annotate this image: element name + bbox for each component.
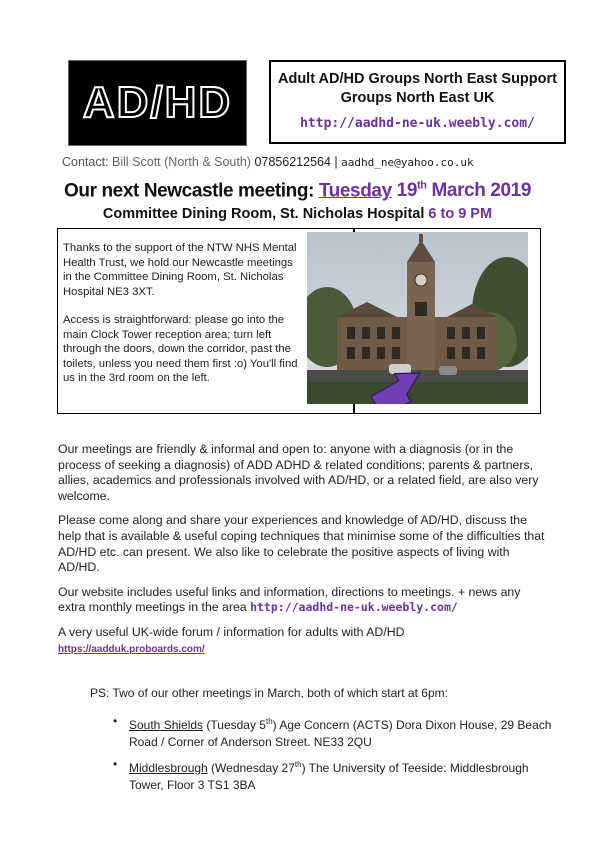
header-website-link[interactable]: http://aadhd-ne-uk.weebly.com/ (300, 116, 535, 131)
meeting-date: (Tuesday 5 (203, 718, 266, 732)
headline-date-sup: th (417, 180, 427, 192)
meeting-date-sup: th (265, 717, 273, 726)
contact-name: Bill Scott (North & South) (112, 155, 251, 169)
adhd-logo (68, 60, 247, 146)
headline-prefix: Our next Newcastle meeting: (64, 180, 319, 202)
meeting-place: Middlesbrough (129, 761, 208, 775)
meeting-headline (0, 180, 595, 202)
meeting-address: ) The University of Teeside: Middlesbrough Tower, Floor 3 TS1 3BA (129, 761, 529, 792)
bullet-icon: • (113, 714, 118, 728)
other-meetings-list (113, 713, 553, 799)
headline-date-rest: March 2019 (426, 180, 531, 202)
meeting-venue (0, 206, 595, 222)
meeting-date-sup: th (294, 760, 302, 769)
list-item (113, 756, 553, 794)
contact-label: Contact: (62, 155, 113, 169)
header-box (269, 60, 566, 144)
list-item (113, 713, 553, 751)
venue-place: Committee Dining Room, St. Nicholas Hospital (102, 206, 429, 222)
meeting-date: (Wednesday 27 (207, 761, 295, 775)
logo-text: AD/HD (82, 78, 233, 127)
headline-date (392, 180, 531, 201)
body-para1: Our meetings are friendly & informal and open to: anyone with a diagnosis (or in the process of seeking a diagnosis) of ADD ADHD & related conditions; parents & partners, allies, academics and professionals involved with AD/HD, or a related field, are also very welcome. (58, 442, 539, 503)
body-para3-text: Our website includes useful links and information, directions to meetings. + news any extra monthly meetings in the area (58, 584, 521, 615)
forum-link[interactable]: https://aadduk.proboards.com/ (58, 643, 205, 655)
body-para4-text: A very useful UK-wide forum / information for adults with AD/HD (58, 624, 405, 639)
header-title-line1: Adult AD/HD Groups North East Support (278, 71, 557, 87)
venue-info-para2: Access is straightforward: please go into the main Clock Tower reception area; turn left through the doors, down the corridor, past the toilets, unless you need them first :o) You'll find us in the 3rd room on the left. (63, 314, 298, 384)
header-title (271, 70, 564, 108)
hospital-photo (307, 232, 528, 404)
meeting-place: South Shields (129, 718, 204, 732)
venue-time: 6 to 9 PM (428, 206, 493, 222)
contact-email[interactable]: aadhd_ne@yahoo.co.uk (341, 156, 474, 169)
venue-info-para1: Thanks to the support of the NTW NHS Mental Health Trust, we hold our Newcastle meetings in the Committee Dining Room, St. Nicholas Hospital NE3 3XT. (63, 242, 297, 298)
contact-line (62, 155, 474, 169)
body-text (58, 442, 548, 666)
headline-date-num: 19 (391, 180, 417, 202)
bullet-icon: • (113, 757, 118, 771)
contact-separator: | (330, 155, 342, 169)
meeting-address: ) Age Concern (ACTS) Dora Dixon House, 29 Beach Road / Corner of Anderson Street. NE33 2QU (129, 718, 552, 749)
venue-info-text (63, 241, 299, 400)
body-para3 (58, 585, 548, 616)
body-website-link[interactable]: http://aadhd-ne-uk.weebly.com/ (250, 600, 458, 615)
body-para2: Please come along and share your experiences and knowledge of AD/HD, discuss the help that is available & useful coping techniques that minimise some of the difficulties that AD/HD etc. can present. We also like to celebrate the positive aspects of living with AD/HD. (58, 513, 545, 575)
body-para4 (58, 625, 548, 657)
header-title-line2: Groups North East UK (340, 90, 495, 106)
contact-phone: 07856212564 (250, 155, 331, 169)
ps-intro: PS: Two of our other meetings in March, both of which start at 6pm: (90, 686, 448, 700)
hospital-photo-drawing (307, 232, 528, 404)
headline-day: Tuesday (318, 180, 392, 202)
